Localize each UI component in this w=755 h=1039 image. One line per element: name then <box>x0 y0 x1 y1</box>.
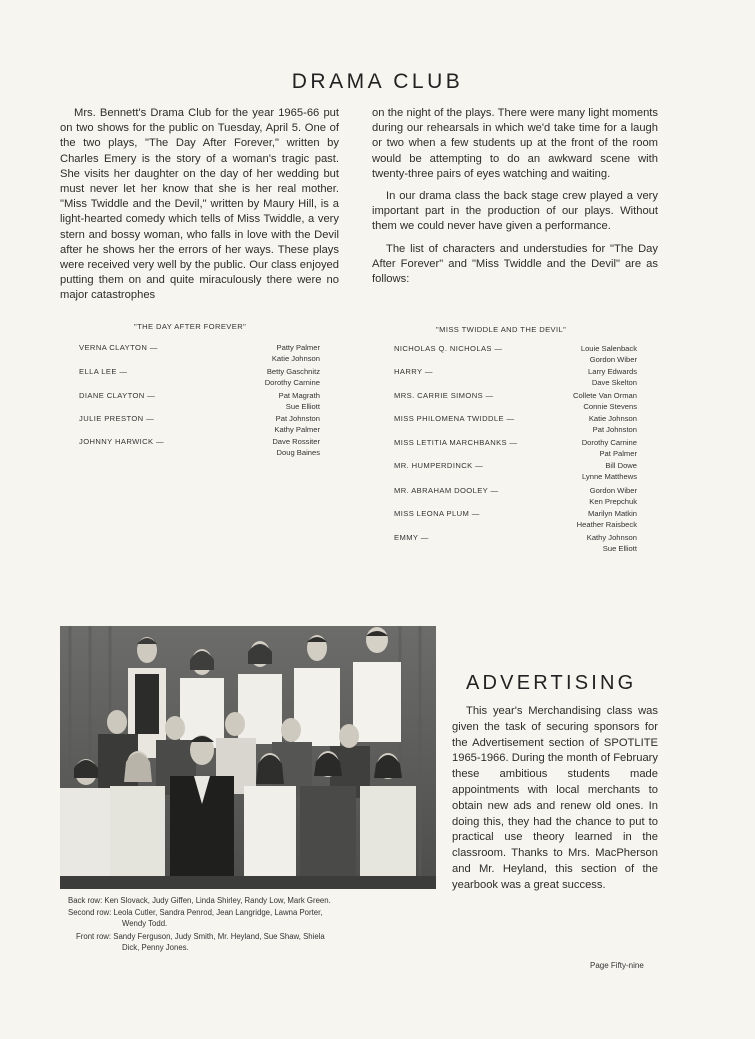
actor-name: Heather Raisbeck <box>576 520 637 530</box>
actor-name: Sue Elliott <box>602 544 637 554</box>
caption-second-row: Second row: Leola Cutler, Sandra Penrod, Jean Langridge, Lawna Porter, <box>68 908 323 917</box>
cast-actors <box>517 413 637 436</box>
cast-right-title: "MISS TWIDDLE AND THE DEVIL" <box>436 325 567 334</box>
actor-name: Connie Stevens <box>583 402 637 412</box>
cast-actors <box>200 366 320 389</box>
cast-role: MISS PHILOMENA TWIDDLE — <box>394 414 515 423</box>
actor-name: Gordon Wiber <box>589 355 637 365</box>
page-number: Page Fifty-nine <box>590 961 644 970</box>
cast-role: VERNA CLAYTON — <box>79 343 158 352</box>
actor-name: Pat Johnston <box>275 414 320 423</box>
actor-name: Pat Palmer <box>599 449 637 459</box>
cast-role: HARRY — <box>394 367 433 376</box>
actor-name: Pat Magrath <box>278 391 320 400</box>
drama-paragraph-4: The list of characters and understudies for "The Day After Forever" and "Miss Twiddle and the Devil" are as follows: <box>372 242 658 286</box>
cast-actors <box>200 436 320 459</box>
cast-actors <box>517 508 637 531</box>
actor-name: Larry Edwards <box>588 367 637 376</box>
drama-right-column <box>372 106 658 294</box>
actor-name: Bill Dowe <box>605 461 637 470</box>
drama-club-title: DRAMA CLUB <box>291 70 464 93</box>
cast-actors <box>517 390 637 413</box>
cast-role: MR. ABRAHAM DOOLEY — <box>394 486 499 495</box>
actor-name: Dorothy Carnine <box>264 378 320 388</box>
cast-role: MR. HUMPERDINCK — <box>394 461 484 470</box>
cast-actors <box>517 437 637 460</box>
caption-second-row-cont: Wendy Todd. <box>122 919 168 928</box>
cast-role: MISS LEONA PLUM — <box>394 509 480 518</box>
advertising-body: This year's Merchandising class was given the task of securing sponsors for the Advertisement section of SPOTLITE 1965-1966. During the month of February these ambitious students made appointments with local merchants to obtain new ads and renew old ones. In doing this, they had the chance to put to practical use theory learned in the classroom. Thanks to Mrs. MacPherson and Mr. Heyland, this section of the yearbook was a great success. <box>452 705 658 891</box>
actor-name: Katie Johnson <box>271 354 320 364</box>
drama-paragraph-3: In our drama class the back stage crew played a very important part in the production of our plays. Without them we could never have given a performance. <box>372 190 658 233</box>
cast-actors <box>517 485 637 508</box>
actor-name: Pat Johnston <box>592 425 637 435</box>
caption-front-row: Front row: Sandy Ferguson, Judy Smith, Mr. Heyland, Sue Shaw, Shiela <box>76 932 325 941</box>
actor-name: Louie Salenback <box>580 344 637 353</box>
cast-role: JOHNNY HARWICK — <box>79 437 165 446</box>
caption-front-row-cont: Dick, Penny Jones. <box>122 943 189 952</box>
cast-role: MISS LETITIA MARCHBANKS — <box>394 438 518 447</box>
cast-role: MRS. CARRIE SIMONS — <box>394 391 494 400</box>
drama-left-column <box>60 106 339 311</box>
drama-club-group-photo <box>60 626 436 889</box>
cast-actors <box>200 413 320 436</box>
actor-name: Sue Elliott <box>285 402 320 412</box>
actor-name: Betty Gaschnitz <box>266 367 320 376</box>
drama-paragraph-1: Mrs. Bennett's Drama Club for the year 1965-66 put on two shows for the public on Tuesday, April 5. One of the two plays, "The Day After Forever," written by Charles Emery is the story of a woman's tragic past. She visits her daughter on the day of her wedding but must never let her know that she is her real mother. "Miss Twiddle and the Devil," written by Maury Hill, is a light-hearted comedy which tells of Miss Twiddle, a very stern and bossy woman, who falls in love with the Devil after he shows her the errors of her ways. These plays were received very well by the public. Our class enjoyed putting them on and quite miraculously there were no major catastrophes <box>60 107 339 302</box>
cast-left-title: "THE DAY AFTER FOREVER" <box>134 322 247 331</box>
actor-name: Ken Prepchuk <box>589 497 637 507</box>
cast-actors <box>517 532 637 555</box>
actor-name: Collete Van Orman <box>572 391 637 400</box>
actor-name: Lynne Matthews <box>581 472 637 482</box>
advertising-title: ADVERTISING <box>466 672 637 694</box>
drama-paragraph-2: on the night of the plays. There were many light moments during our rehearsals in which we'd take time for a laugh or two when a few students up at the front of the room would be attempting to do an awkward scene with twenty-three pairs of eyes watching and waiting. <box>372 107 658 180</box>
actor-name: Gordon Wiber <box>589 486 637 495</box>
cast-actors <box>517 460 637 483</box>
cast-actors <box>517 366 637 389</box>
cast-role: EMMY — <box>394 533 429 542</box>
cast-role: NICHOLAS Q. NICHOLAS — <box>394 344 503 353</box>
cast-role: ELLA LEE — <box>79 367 128 376</box>
actor-name: Marilyn Matkin <box>588 509 637 518</box>
caption-back-row: Back row: Ken Slovack, Judy Giffen, Linda Shirley, Randy Low, Mark Green. <box>68 896 331 905</box>
actor-name: Doug Baines <box>276 448 320 458</box>
cast-actors <box>200 390 320 413</box>
actor-name: Kathy Palmer <box>274 425 320 435</box>
actor-name: Katie Johnson <box>588 414 637 423</box>
cast-actors <box>200 342 320 365</box>
actor-name: Dorothy Carnine <box>581 438 637 447</box>
actor-name: Kathy Johnson <box>586 533 637 542</box>
actor-name: Patty Palmer <box>276 343 320 352</box>
cast-role: DIANE CLAYTON — <box>79 391 156 400</box>
group-photo-illustration <box>60 626 436 889</box>
actor-name: Dave Skelton <box>591 378 637 388</box>
cast-role: JULIE PRESTON — <box>79 414 155 423</box>
cast-actors <box>517 343 637 366</box>
actor-name: Dave Rossiter <box>272 437 320 446</box>
